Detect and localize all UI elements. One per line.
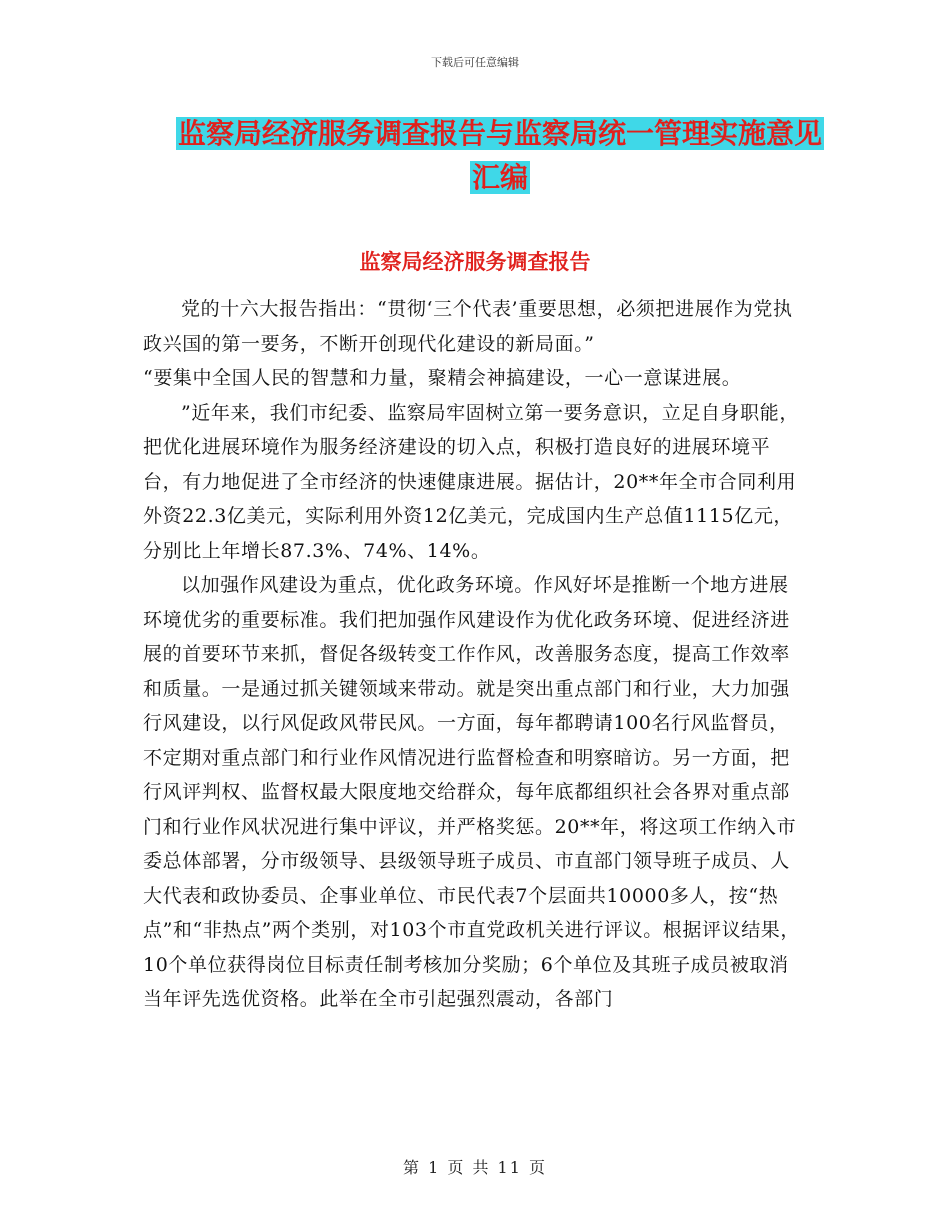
paragraph-4: 以加强作风建设为重点，优化政务环境。作风好坏是推断一个地方进展环境优劣的重要标准。我们把加强作风建设作为优化政务环境、促进经济进展的首要环节来抓，督促各级转变工作作风，改善服务态度，提高工作效率和质量。一是通过抓关键领域来带动。就是突出重点部门和行业，大力加强行风建设，以行风促政风带民风。一方面，每年都聘请100名行风监督员，不定期对重点部门和行业作风情况进行监督检查和明察暗访。另一方面，把行风评判权、监督权最大限度地交给群众，每年底都组织社会各界对重点部门和行业作风状况进行集中评议，并严格奖惩。20**年，将这项工作纳入市委总体部署，分市级领导、县级领导班子成员、市直部门领导班子成员、人大代表和政协委员、企事业单位、市民代表7个层面共10000多人，按“热点”和“非热点”两个类别，对103个市直党政机关进行评议。根据评议结果，10个单位获得岗位目标责任制考核加分奖励；6个单位及其班子成员被取消当年评先选优资格。此举在全市引起强烈震动，各部门 <box>143 574 801 1010</box>
section-title: 监察局经济服务调查报告 <box>359 250 591 274</box>
document-title-line-2: 汇编 <box>471 161 528 194</box>
document-title <box>160 112 840 200</box>
paragraph-1: 党的十六大报告指出：“贯彻‘三个代表’重要思想，必须把进展作为党执政兴国的第一要务，不断开创现代化建设的新局面。” <box>143 298 793 355</box>
document-title-line-1: 监察局经济服务调查报告与监察局统一管理实施意见 <box>177 117 822 150</box>
paragraph-2: “要集中全国人民的智慧和力量，聚精会神搞建设，一心一意谋进展。 <box>143 367 742 389</box>
page-footer: 第 1 页 共 11 页 <box>403 1158 547 1177</box>
paragraph-3: ”近年来，我们市纪委、监察局牢固树立第一要务意识，立足自身职能，把优化进展环境作为服务经济建设的切入点，积极打造良好的进展环境平台，有力地促进了全市经济的快速健康进展。据估计，20**年全市合同利用外资22.3亿美元，实际利用外资12亿美元，完成国内生产总值1115亿元，分别比上年增长87.3%、74%、14%。 <box>143 401 799 562</box>
body-text <box>143 292 808 1017</box>
header-note: 下载后可任意编辑 <box>431 56 519 69</box>
